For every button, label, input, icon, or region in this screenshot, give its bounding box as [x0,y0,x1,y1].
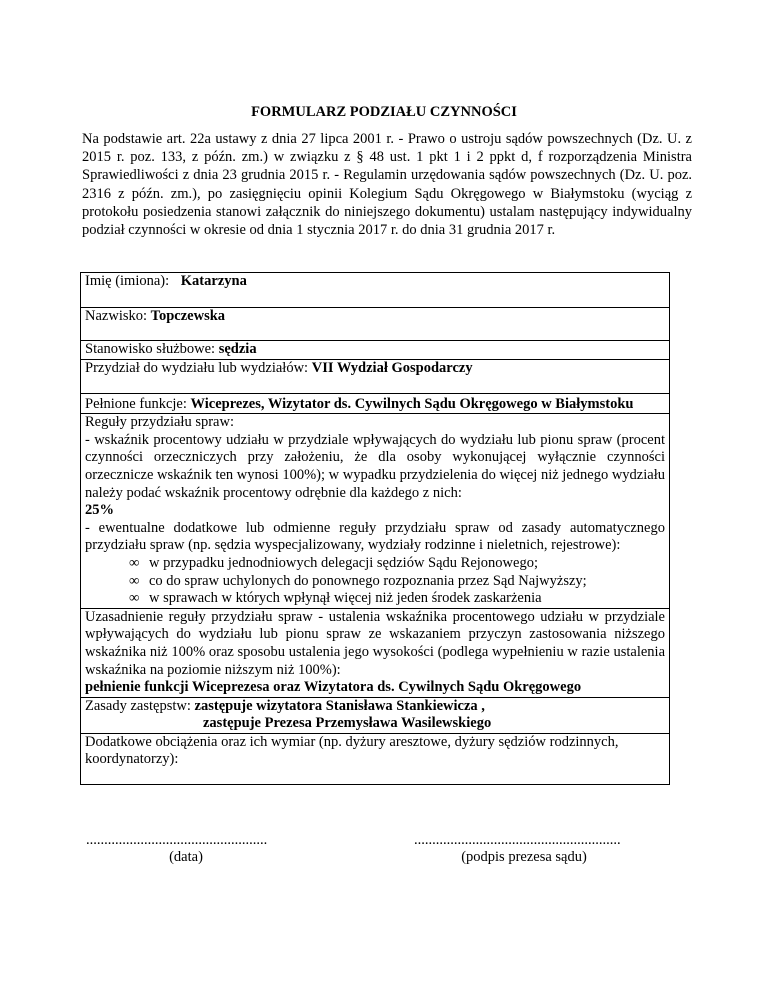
list-item [85,590,665,608]
bullet-text: w sprawach w których wpłynął więcej niż jeden środek zaskarżenia [149,590,542,607]
position-row [80,341,670,360]
list-item [85,555,665,573]
functions-label: Pełnione funkcje: [85,395,187,412]
infinity-bullet-icon: ∞ [129,572,140,589]
division-label: Przydział do wydziału lub wydziałów: [85,359,309,376]
division-row [80,360,670,394]
surname-row [80,308,670,341]
functions-row [80,394,670,415]
rules-text-2: - ewentualne dodatkowe lub odmienne reguły przydziału spraw od zasady automatycznego przydziału spraw (np. sędzia wyspecjalizowany, wydziały rodzinne i nieletnich, rejestrowe): [85,519,665,554]
infinity-bullet-icon: ∞ [129,554,140,571]
division-value: VII Wydział Gospodarczy [311,359,473,376]
first-name-value: Katarzyna [180,273,247,289]
additional-row [80,734,670,785]
first-name-row [80,272,670,308]
surname-value: Topczewska [150,308,226,324]
rules-text-1: - wskaźnik procentowy udziału w przydziale wpływających do wydziału lub pionu spraw (procent czynności orzeczniczych przy założeniu, że dla osoby wykonującej wyłącznie czynności orzecznicze wskaźnik ten wynosi 100%); w wypadku przydzielenia do więcej niż jednego wydziału należy podać wskaźnik procentowy odrębnie dla każdego z nich: [85,431,665,501]
rules-bullet-list [85,555,665,608]
justification-value: pełnienie funkcji Wiceprezesa oraz Wizytatora ds. Cywilnych Sądu Okręgowego [85,679,582,696]
rules-heading: Reguły przydziału spraw: [85,414,234,431]
date-signature [86,832,286,866]
infinity-bullet-icon: ∞ [129,590,140,607]
substitution-value-1: zastępuje wizytatora Stanisława Stankiewicza , [194,697,485,714]
surname-label: Nazwisko: [85,308,148,324]
substitution-label: Zasady zastępstw: [85,697,191,714]
position-label: Stanowisko służbowe: [85,341,216,357]
date-dots: .................................................. [86,832,268,848]
bullet-text: co do spraw uchylonych do ponownego rozpoznania przez Sąd Najwyższy; [149,572,587,589]
list-item [85,573,665,591]
bullet-text: w przypadku jednodniowych delegacji sędziów Sądu Rejonowego; [149,554,538,571]
substitution-row [80,698,670,734]
substitution-value-2: zastępuje Prezesa Przemysława Wasilewskiego [203,715,492,732]
signature-dots: ......................................................... [414,832,621,848]
justification-text: Uzasadnienie reguły przydziału spraw - ustalenia wskaźnika procentowego udziału w przydziale wpływających do wydziału lub pionu spraw ze wskazaniem przyczyn zastosowania niższego wskaźnika niż 100% oraz sposobu ustalenia jego wysokości (podlega wypełnieniu w razie ustalenia wskaźnika na poziomie niższym niż 100%): [85,608,665,678]
justification-row [80,609,670,698]
functions-value: Wiceprezes, Wizytator ds. Cywilnych Sądu Okręgowego w Białymstoku [190,395,634,412]
rules-row [80,414,670,609]
signature-label: (podpis prezesa sądu) [461,849,587,865]
document-title: FORMULARZ PODZIAŁU CZYNNOŚCI [251,104,517,120]
additional-label: Dodatkowe obciążenia oraz ich wymiar (np. dyżury aresztowe, dyżury sędziów rodzinnych, koordynatorzy): [85,733,619,768]
position-value: sędzia [218,341,257,357]
intro-paragraph: Na podstawie art. 22a ustawy z dnia 27 lipca 2001 r. - Prawo o ustroju sądów powszechnych (Dz. U. z 2015 r. poz. 133, z późn. zm.) w związku z § 48 ust. 1 pkt 1 i 2 ppkt d, f rozporządzenia Ministra Sprawiedliwości z dnia 23 grudnia 2015 r. - Regulamin urzędowania sądów powszechnych (Dz. U. poz. 2316 z późn. zm.), po zasięgnięciu opinii Kolegium Sądu Okręgowego w Białymstoku (wyciąg z protokołu posiedzenia stanowi załącznik do niniejszego dokumentu) ustalam następujący indywidualny podział czynności w okresie od dnia 1 stycznia 2017 r. do dnia 31 grudnia 2017 r. [82,131,692,239]
first-name-label: Imię (imiona): [85,273,170,289]
president-signature [414,832,634,866]
rules-percent: 25% [85,502,114,519]
date-label: (data) [169,849,203,865]
form-table [80,272,670,785]
